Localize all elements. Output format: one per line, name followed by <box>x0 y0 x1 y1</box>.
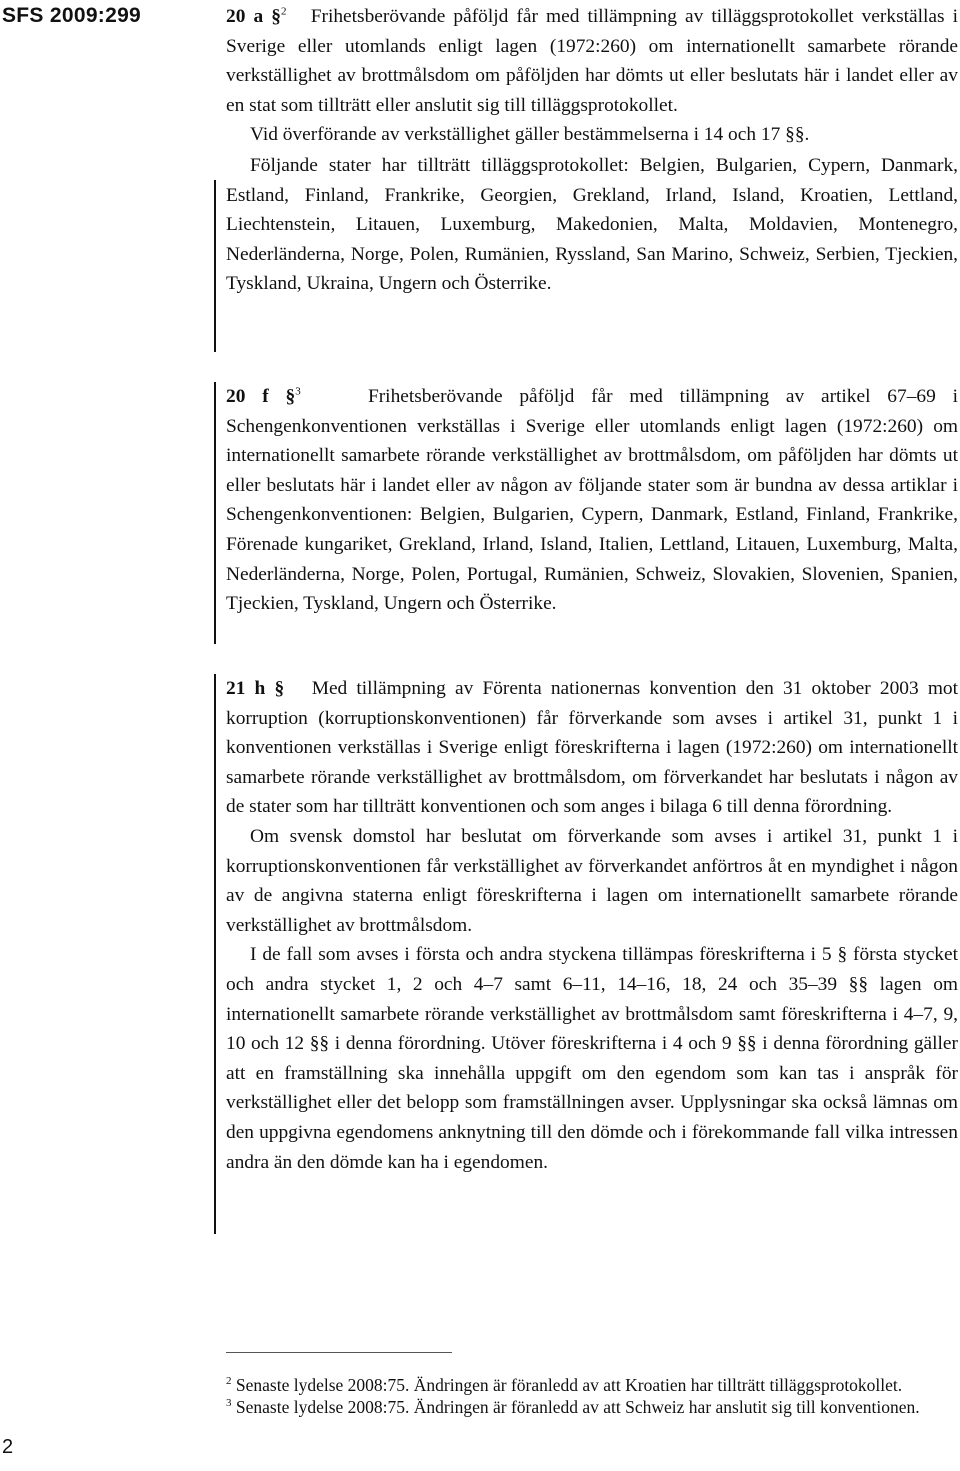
section-21h-paragraph-1 <box>226 674 958 822</box>
section-20f <box>226 382 958 619</box>
section-20a-paragraph-3: Följande stater har tillträtt tilläggsprotokollet: Belgien, Bulgarien, Cypern, Danmark, Estland, Finland, Frankrike, Georgien, Grekland, Irland, Island, Kroatien, Lettland, Liechtenstein, Litauen, Luxemburg, Makedonien, Malta, Moldavien, Montenegro, Nederländerna, Norge, Polen, Rumänien, Ryssland, San Marino, Schweiz, Serbien, Tjeckien, Tyskland, Ukraina, Ungern och Österrike. <box>226 154 958 295</box>
paragraph-text: Med tillämpning av Förenta nationernas konvention den 31 oktober 2003 mot korruption (korruptionskonventionen) får förverkande som avses i artikel 31, punkt 1 i konventionen verkställas i Sverige enligt föreskrifterna i lagen (1972:260) om internationellt samarbete rörande verkställighet av brottmålsdom, om förverkandet har beslutats i någon av de stater som har tillträtt konventionen och som anges i bilaga 6 till denna förordning. <box>226 678 958 818</box>
section-20a <box>226 2 958 299</box>
change-bar <box>214 674 216 1234</box>
footnote-mark: 3 <box>226 1396 232 1409</box>
section-20f-paragraph-1 <box>226 382 958 619</box>
page-number: 2 <box>2 1436 14 1458</box>
change-bar <box>214 382 216 644</box>
section-number: 20 f <box>226 386 269 407</box>
section-symbol: § <box>274 678 285 699</box>
paragraph-text: Frihetsberövande påföljd får med tillämpning av tilläggsprotokollet verkställas i Sverige eller utomlands enligt lagen (1972:260) om internationellt samarbete rörande verkställighet av brottmålsdom om påföljden har dömts ut eller beslutats här i landet eller av en stat som tillträtt eller anslutit sig till tilläggsprotokollet. <box>226 6 959 116</box>
change-bar <box>214 180 216 352</box>
footnote-separator <box>226 1352 452 1353</box>
section-number: 20 a <box>226 6 264 27</box>
section-symbol: § <box>271 6 281 27</box>
footnote-ref: 2 <box>280 5 287 18</box>
footnotes <box>226 1376 958 1416</box>
footnote-ref: 3 <box>295 385 301 398</box>
section-symbol: § <box>285 386 296 407</box>
section-21h-paragraph-3: I de fall som avses i första och andra styckena tillämpas föreskrifterna i 5 § första stycket och andra stycket 1, 2 och 4–7 samt 6–11, 14–16, 18, 24 och 35–39 §§ lagen om internationellt samarbete rörande verkställighet av brottmålsdom samt föreskrifterna i 4–7, 9, 10 och 12 §§ i denna förordning. Utöver föreskrifterna i 4 och 9 §§ i denna förordning gäller att en framställning ska innehålla uppgift om den egendom som kan tas i anspråk för verkställighet eller det belopp som framställningen avser. Upplysningar ska också lämnas om den uppgivna egendomens anknytning till den dömde och i förekommande fall vilka intressen andra än den dömde kan ha i egendomen. <box>226 944 958 1173</box>
footnote <box>226 1376 958 1395</box>
sfs-number: SFS 2009:299 <box>2 4 142 27</box>
section-21h <box>226 674 958 1177</box>
section-20a-paragraph-2: Vid överförande av verkställighet gäller bestämmelserna i 14 och 17 §§. <box>250 124 810 146</box>
footnote-text: Senaste lydelse 2008:75. Ändringen är föranledd av att Schweiz har anslutit sig till konventionen. <box>235 1396 920 1417</box>
footnote-text: Senaste lydelse 2008:75. Ändringen är föranledd av att Kroatien har tillträtt tilläggsprotokollet. <box>235 1375 903 1395</box>
footnote <box>226 1398 958 1417</box>
footnote-mark: 2 <box>226 1375 232 1388</box>
section-20a-paragraph-1 <box>226 2 958 120</box>
section-number: 21 h <box>226 678 266 699</box>
section-21h-paragraph-2: Om svensk domstol har beslutat om förverkande som avses i artikel 31, punkt 1 i korruptionskonventionen får verkställighet av förverkandet anförtros åt en myndighet i någon av de angivna staterna enligt föreskrifterna i lagen om internationellt samarbete rörande verkställighet av brottmålsdom. <box>226 825 958 936</box>
paragraph-text: Frihetsberövande påföljd får med tillämpning av artikel 67–69 i Schengenkonventionen verkställas i Sverige eller utomlands enligt lagen (1972:260) om internationellt samarbete rörande verkställighet av brottmålsdom, om påföljden har dömts ut eller beslutats här i landet eller av någon av följande stater som är bundna av dessa artiklar i Schengenkonventionen: Belgien, Bulgarien, Cypern, Danmark, Estland, Finland, Frankrike, Förenade kungariket, Grekland, Irland, Island, Italien, Lettland, Litauen, Luxemburg, Malta, Nederländerna, Norge, Polen, Portugal, Rumänien, Schweiz, Slovakien, Slovenien, Spanien, Tjeckien, Tyskland, Ungern och Österrike. <box>226 386 958 615</box>
